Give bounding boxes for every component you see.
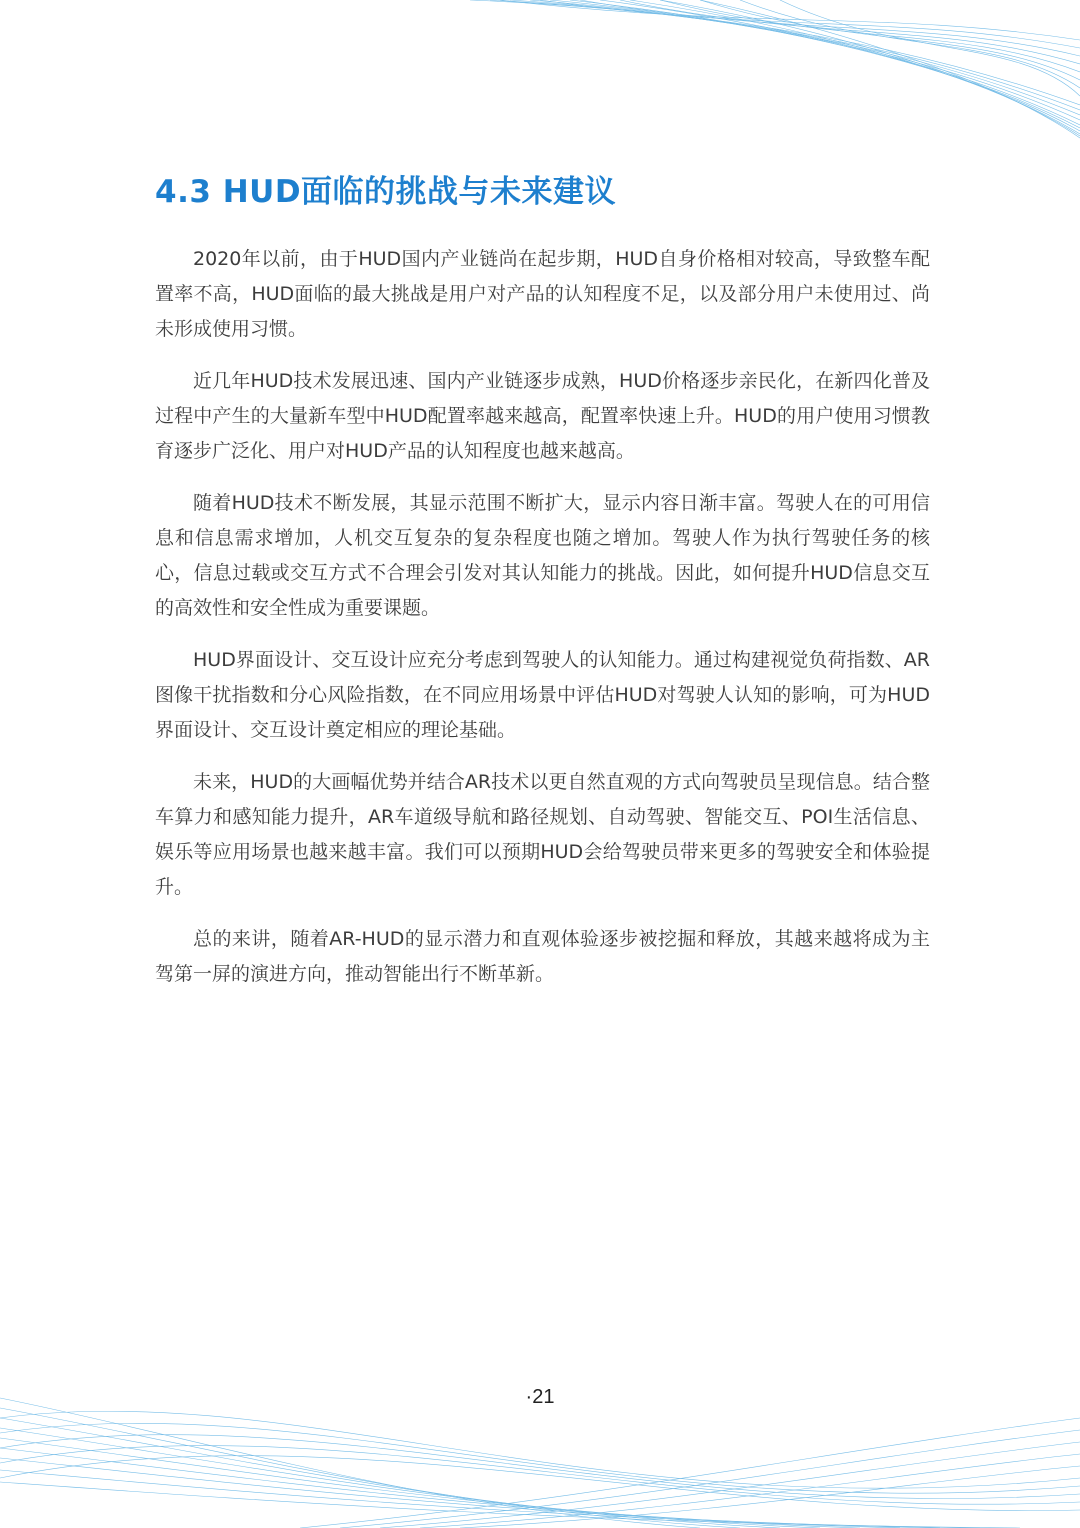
top-wave-decoration bbox=[0, 0, 1080, 140]
paragraph-3: 随着HUD技术不断发展，其显示范围不断扩大，显示内容日渐丰富。驾驶人在的可用信息和信息需求增加，人机交互复杂的复杂程度也随之增加。驾驶人作为执行驾驶任务的核心，信息过载或交互方式不合理会引发对其认知能力的挑战。因此，如何提升HUD信息交互的高效性和安全性成为重要课题。 bbox=[155, 492, 930, 619]
page-number: ·21 bbox=[525, 1386, 555, 1408]
bottom-wave-decoration bbox=[0, 1358, 1080, 1528]
paragraph-6: 总的来讲，随着AR-HUD的显示潜力和直观体验逐步被挖掘和释放，其越来越将成为主驾第一屏的演进方向，推动智能出行不断革新。 bbox=[155, 928, 930, 985]
section-title: 4.3 HUD面临的挑战与未来建议 bbox=[155, 174, 617, 210]
paragraph-2: 近几年HUD技术发展迅速、国内产业链逐步成熟，HUD价格逐步亲民化，在新四化普及过程中产生的大量新车型中HUD配置率越来越高，配置率快速上升。HUD的用户使用习惯教育逐步广泛化、用户对HUD产品的认知程度也越来越高。 bbox=[155, 370, 930, 462]
paragraph-4: HUD界面设计、交互设计应充分考虑到驾驶人的认知能力。通过构建视觉负荷指数、AR图像干扰指数和分心风险指数，在不同应用场景中评估HUD对驾驶人认知的影响，可为HUD界面设计、交互设计奠定相应的理论基础。 bbox=[155, 649, 930, 741]
paragraph-5: 未来，HUD的大画幅优势并结合AR技术以更自然直观的方式向驾驶员呈现信息。结合整车算力和感知能力提升，AR车道级导航和路径规划、自动驾驶、智能交互、POI生活信息、娱乐等应用场景也越来越丰富。我们可以预期HUD会给驾驶员带来更多的驾驶安全和体验提升。 bbox=[155, 771, 930, 898]
paragraph-1: 2020年以前，由于HUD国内产业链尚在起步期，HUD自身价格相对较高，导致整车配置率不高，HUD面临的最大挑战是用户对产品的认知程度不足，以及部分用户未使用过、尚未形成使用习惯。 bbox=[155, 248, 930, 340]
main-content bbox=[155, 168, 930, 1009]
